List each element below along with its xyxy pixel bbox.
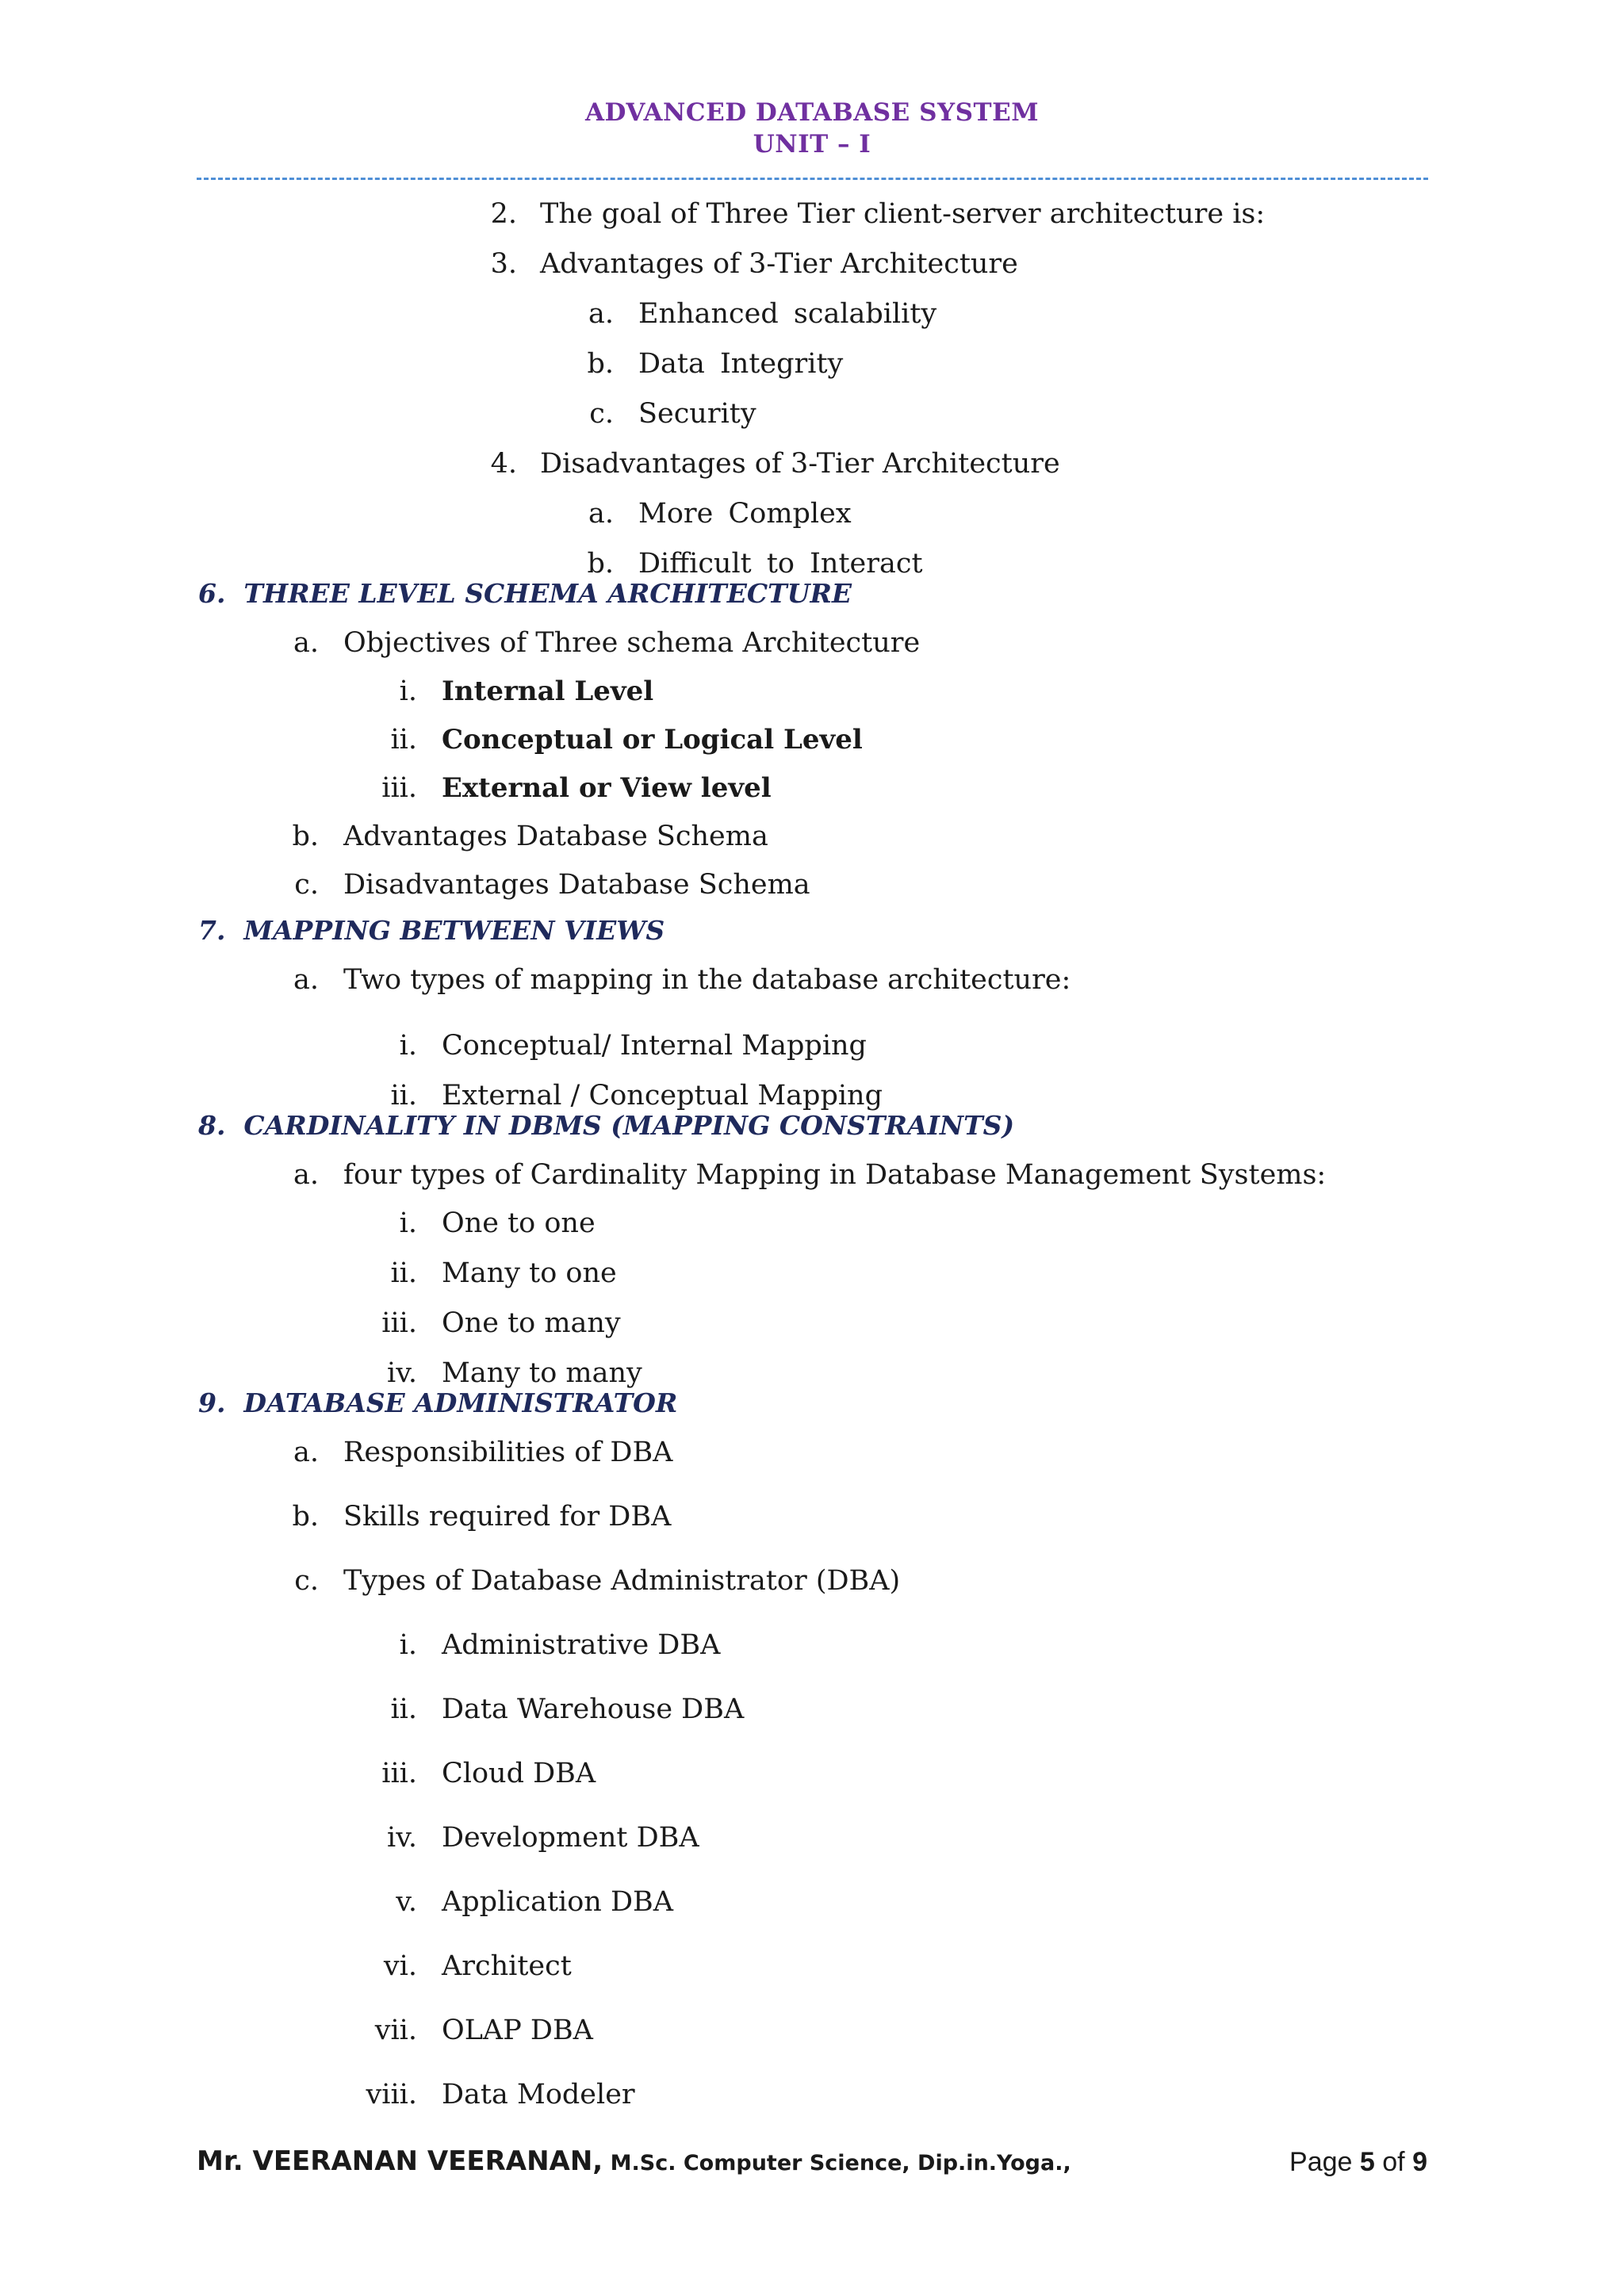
list-item: Conceptual or Logical Level <box>442 724 863 756</box>
list-item: OLAP DBA <box>442 2015 593 2046</box>
list-marker: a. <box>293 1437 319 1468</box>
list-marker: b. <box>587 548 614 580</box>
list-marker: ii. <box>390 724 417 756</box>
list-item: Disadvantages of 3-Tier Architecture <box>540 448 1060 480</box>
list-marker: iii. <box>381 1307 417 1339</box>
section-heading: 9. DATABASE ADMINISTRATOR <box>198 1387 678 1418</box>
list-marker: 2. <box>490 198 517 230</box>
list-marker: a. <box>293 1159 319 1191</box>
list-item: One to many <box>442 1307 621 1339</box>
list-marker: i. <box>399 1207 417 1239</box>
section-heading: 6. THREE LEVEL SCHEMA ARCHITECTURE <box>198 578 852 609</box>
list-marker: iii. <box>381 1758 417 1789</box>
list-item: Objectives of Three schema Architecture <box>343 627 921 659</box>
list-item: One to one <box>442 1207 596 1239</box>
header-divider <box>197 178 1428 180</box>
list-marker: i. <box>399 675 417 707</box>
list-marker: b. <box>292 1501 319 1533</box>
page-current: 5 <box>1359 2147 1375 2177</box>
list-item: Disadvantages Database Schema <box>343 869 810 901</box>
list-marker: i. <box>399 1030 417 1062</box>
list-marker: a. <box>293 964 319 996</box>
list-marker: iii. <box>381 772 417 804</box>
list-marker: vii. <box>374 2015 417 2046</box>
list-item: Security <box>638 398 756 430</box>
list-item: Difficult to Interact <box>638 548 923 580</box>
list-marker: ii. <box>390 1257 417 1289</box>
list-marker: c. <box>294 1565 319 1597</box>
page-total: 9 <box>1412 2147 1427 2177</box>
list-marker: 4. <box>490 448 517 480</box>
list-marker: viii. <box>366 2079 417 2110</box>
page-of: of <box>1374 2147 1413 2177</box>
list-marker: c. <box>589 398 614 430</box>
list-item: Data Modeler <box>442 2079 635 2110</box>
list-marker: a. <box>588 298 614 330</box>
page-prefix: Page <box>1289 2147 1360 2177</box>
list-item: Types of Database Administrator (DBA) <box>343 1565 901 1597</box>
author-name: Mr. VEERANAN VEERANAN, <box>197 2145 603 2177</box>
list-item: Enhanced scalability <box>638 298 937 330</box>
list-item: Many to one <box>442 1257 617 1289</box>
list-item: Application DBA <box>442 1886 673 1918</box>
list-item: Cloud DBA <box>442 1758 596 1789</box>
list-item: More Complex <box>638 498 852 530</box>
list-marker: b. <box>292 821 319 852</box>
list-item: Advantages Database Schema <box>343 821 768 852</box>
list-marker: ii. <box>390 1080 417 1112</box>
list-marker: vi. <box>383 1950 417 1982</box>
list-item: Advantages of 3-Tier Architecture <box>540 248 1018 280</box>
list-marker: c. <box>294 869 319 901</box>
list-item: Data Warehouse DBA <box>442 1693 745 1725</box>
list-marker: iv. <box>387 1822 417 1854</box>
unit-label: UNIT – I <box>753 130 871 159</box>
list-marker: b. <box>587 348 614 380</box>
list-item: Conceptual/ Internal Mapping <box>442 1030 867 1062</box>
list-marker: v. <box>396 1886 417 1918</box>
list-item: Two types of mapping in the database architecture: <box>343 964 1071 996</box>
list-item: External or View level <box>442 772 772 804</box>
list-marker: i. <box>399 1629 417 1661</box>
list-item: The goal of Three Tier client-server architecture is: <box>540 198 1266 230</box>
list-item: Development DBA <box>442 1822 699 1854</box>
list-marker: ii. <box>390 1693 417 1725</box>
list-item: Internal Level <box>442 675 654 707</box>
list-item: Administrative DBA <box>442 1629 721 1661</box>
list-item: Data Integrity <box>638 348 844 380</box>
author-qualification: M.Sc. Computer Science, Dip.in.Yoga., <box>603 2151 1071 2175</box>
section-heading: 8. CARDINALITY IN DBMS (MAPPING CONSTRAINTS) <box>198 1110 1015 1141</box>
section-heading: 7. MAPPING BETWEEN VIEWS <box>198 915 665 946</box>
page-number <box>1289 2147 1427 2178</box>
footer-author <box>197 2145 1071 2177</box>
list-marker: iv. <box>387 1357 417 1389</box>
list-item: Many to many <box>442 1357 642 1389</box>
document-title: ADVANCED DATABASE SYSTEM <box>584 98 1040 127</box>
list-marker: a. <box>293 627 319 659</box>
list-marker: 3. <box>490 248 517 280</box>
list-marker: a. <box>588 498 614 530</box>
list-item: four types of Cardinality Mapping in Database Management Systems: <box>343 1159 1327 1191</box>
list-item: Responsibilities of DBA <box>343 1437 673 1468</box>
list-item: Architect <box>442 1950 572 1982</box>
list-item: Skills required for DBA <box>343 1501 672 1533</box>
list-item: External / Conceptual Mapping <box>442 1080 883 1112</box>
